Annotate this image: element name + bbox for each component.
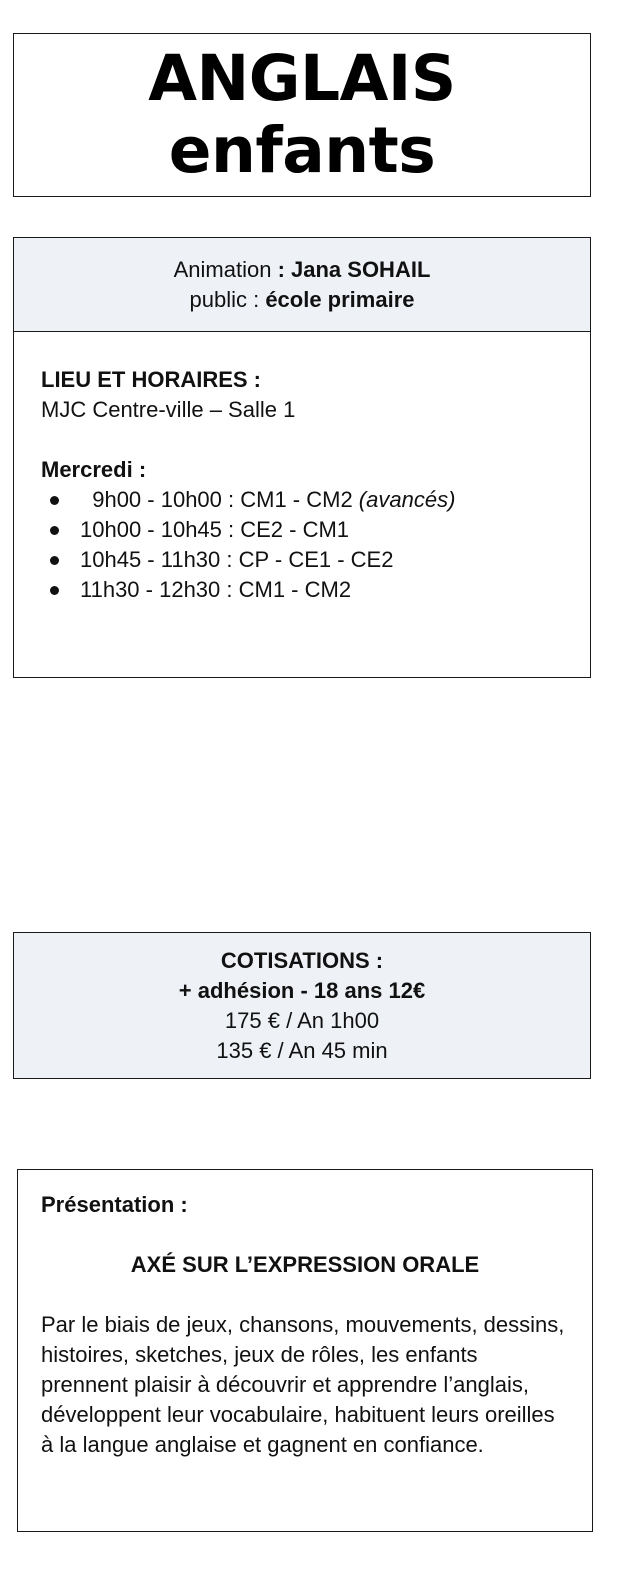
bullet-icon	[50, 556, 59, 565]
fees-membership: + adhésion - 18 ans 12€	[178, 977, 426, 1003]
title-line-1: ANGLAIS	[148, 42, 456, 115]
bullet-icon	[50, 496, 59, 505]
schedule-item	[41, 545, 590, 575]
animation-line	[174, 255, 431, 285]
public-label: public :	[189, 286, 266, 312]
public-line	[189, 285, 414, 315]
fees-heading: COTISATIONS :	[220, 947, 384, 973]
public-value: école primaire	[265, 286, 415, 312]
schedule-time: 10h45 - 11h30 : CP - CE1 - CE2	[80, 547, 394, 572]
schedule-time: 9h00 - 10h00 : CM1 - CM2	[80, 487, 359, 512]
fee-line-1: 175 € / An 1h00	[224, 1007, 380, 1033]
info-box	[13, 237, 591, 678]
title-box	[13, 33, 591, 197]
schedule-item	[41, 515, 590, 545]
day-heading: Mercredi :	[41, 457, 147, 482]
schedule-time: 10h00 - 10h45 : CE2 - CM1	[80, 517, 350, 542]
title-line-2: enfants	[168, 114, 436, 187]
lieu-value: MJC Centre-ville – Salle 1	[41, 397, 296, 422]
fee-line-2: 135 € / An 45 min	[216, 1037, 388, 1063]
schedule-list	[41, 485, 590, 605]
lieu-heading: LIEU ET HORAIRES :	[41, 367, 262, 392]
presentation-subheading: AXÉ SUR L’EXPRESSION ORALE	[130, 1252, 480, 1277]
info-body	[14, 332, 590, 605]
bullet-icon	[50, 526, 59, 535]
animation-separator: :	[271, 256, 292, 282]
animation-name: Jana SOHAIL	[291, 256, 431, 282]
schedule-item	[41, 485, 590, 515]
schedule-note: (avancés)	[358, 487, 456, 512]
fees-box	[13, 932, 591, 1079]
presentation-body: Par le biais de jeux, chansons, mouvements, dessins, histoires, sketches, jeux de rôles, les enfants prennent plaisir à découvrir et apprendre l’anglais, développent leur vocabulaire, habituent leurs oreilles à la langue anglaise et gagnent en confiance.	[41, 1312, 565, 1457]
schedule-time: 11h30 - 12h30 : CM1 - CM2	[80, 577, 352, 602]
schedule-item	[41, 575, 590, 605]
info-header	[14, 238, 590, 332]
presentation-heading: Présentation :	[41, 1192, 188, 1217]
animation-label: Animation	[173, 256, 272, 282]
bullet-icon	[50, 586, 59, 595]
presentation-box	[17, 1169, 593, 1532]
